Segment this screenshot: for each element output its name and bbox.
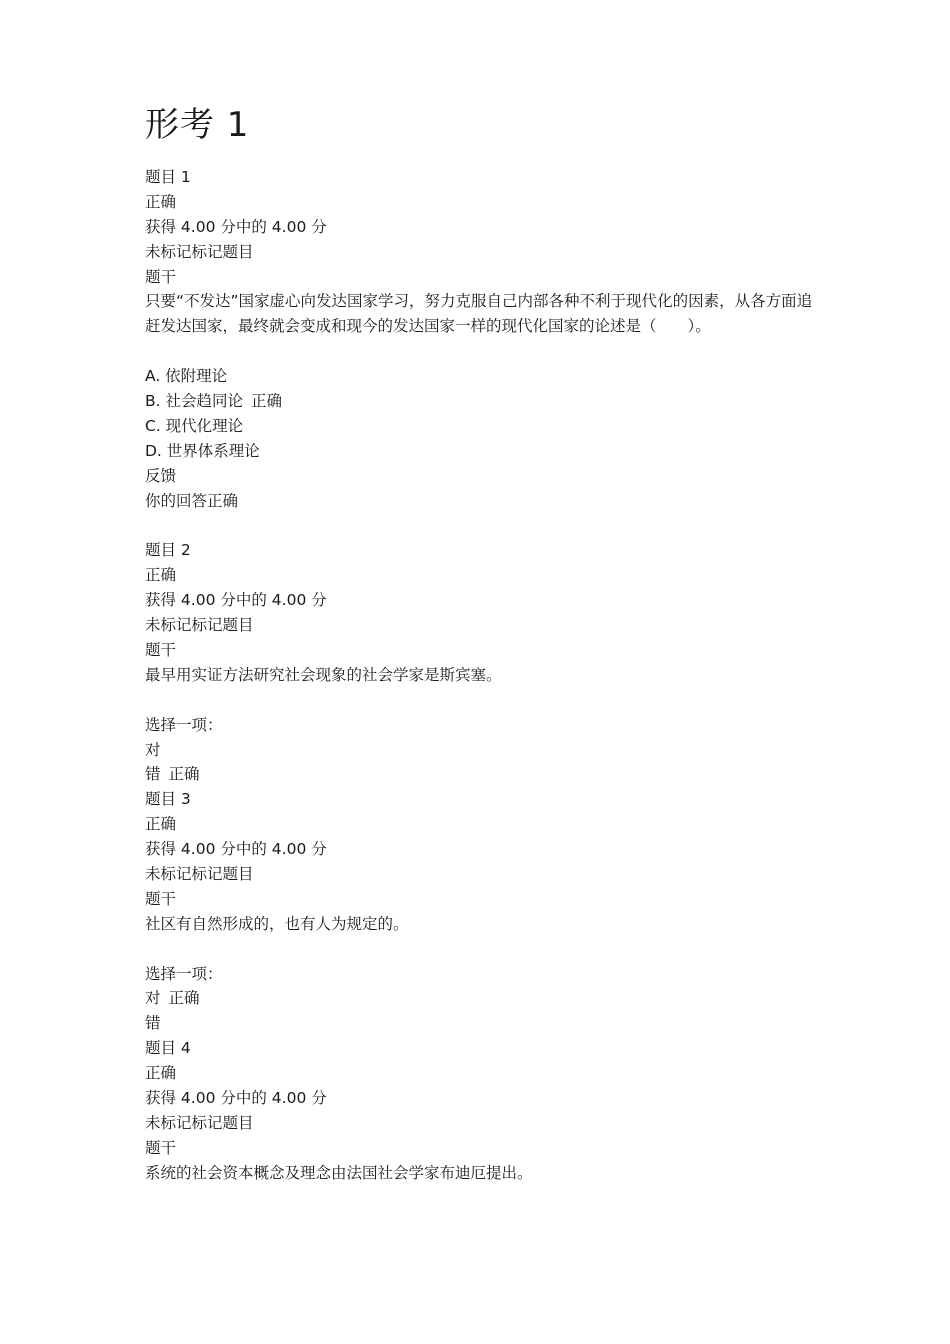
flag-question-link[interactable]: 未标记标记题目	[145, 616, 254, 635]
option-true[interactable]	[145, 986, 825, 1011]
correct-mark: 正确	[168, 989, 200, 1008]
option-a[interactable]	[145, 364, 825, 389]
question-4	[145, 1036, 825, 1185]
feedback-text: 你的回答正确	[145, 491, 239, 510]
choose-label: 选择一项：	[145, 715, 223, 734]
option-true[interactable]	[145, 738, 825, 763]
question-score: 获得 4.00 分中的 4.00 分	[145, 591, 327, 610]
question-1	[145, 165, 825, 538]
feedback-label: 反馈	[145, 466, 177, 485]
choose-label: 选择一项：	[145, 964, 223, 983]
flag-question-link[interactable]: 未标记标记题目	[145, 242, 254, 261]
option-false[interactable]	[145, 762, 825, 787]
stem-label: 题干	[145, 889, 177, 908]
question-number: 题目 2	[145, 541, 191, 560]
question-number: 题目 3	[145, 790, 191, 809]
page-title: 形考 1	[145, 105, 250, 145]
option-text: B. 社会趋同论	[145, 392, 243, 411]
option-c[interactable]	[145, 414, 825, 439]
question-number: 题目 1	[145, 168, 191, 186]
option-text: 对	[145, 989, 161, 1008]
question-status: 正确	[145, 1064, 177, 1083]
flag-question-link[interactable]: 未标记标记题目	[145, 1113, 254, 1132]
question-score: 获得 4.00 分中的 4.00 分	[145, 217, 327, 236]
question-stem: 只要“不发达”国家虚心向发达国家学习，努力克服自己内部各种不利于现代化的因素，从各方面追赶发达国家，最终就会变成和现今的发达国家一样的现代化国家的论述是（ ）。	[145, 292, 813, 336]
option-false[interactable]	[145, 1011, 825, 1036]
option-text: C. 现代化理论	[145, 416, 244, 435]
flag-question-link[interactable]: 未标记标记题目	[145, 864, 254, 883]
question-status: 正确	[145, 566, 177, 585]
question-2	[145, 538, 825, 787]
question-score: 获得 4.00 分中的 4.00 分	[145, 840, 327, 859]
option-text: 对	[145, 740, 161, 759]
question-3	[145, 787, 825, 1036]
stem-label: 题干	[145, 640, 177, 659]
option-text: 错	[145, 765, 161, 784]
question-status: 正确	[145, 815, 177, 834]
stem-label: 题干	[145, 1138, 177, 1157]
stem-label: 题干	[145, 267, 177, 286]
document-page	[145, 100, 825, 1186]
correct-mark: 正确	[168, 765, 200, 784]
question-stem: 最早用实证方法研究社会现象的社会学家是斯宾塞。	[145, 665, 502, 684]
option-text: A. 依附理论	[145, 367, 228, 386]
option-d[interactable]	[145, 439, 825, 464]
question-number: 题目 4	[145, 1039, 191, 1058]
correct-mark: 正确	[251, 392, 283, 411]
option-text: D. 世界体系理论	[145, 441, 260, 460]
question-score: 获得 4.00 分中的 4.00 分	[145, 1088, 327, 1107]
question-stem: 社区有自然形成的，也有人为规定的。	[145, 914, 409, 933]
question-status: 正确	[145, 192, 177, 211]
option-b[interactable]	[145, 389, 825, 414]
option-text: 错	[145, 1014, 161, 1033]
question-stem: 系统的社会资本概念及理念由法国社会学家布迪厄提出。	[145, 1163, 533, 1182]
